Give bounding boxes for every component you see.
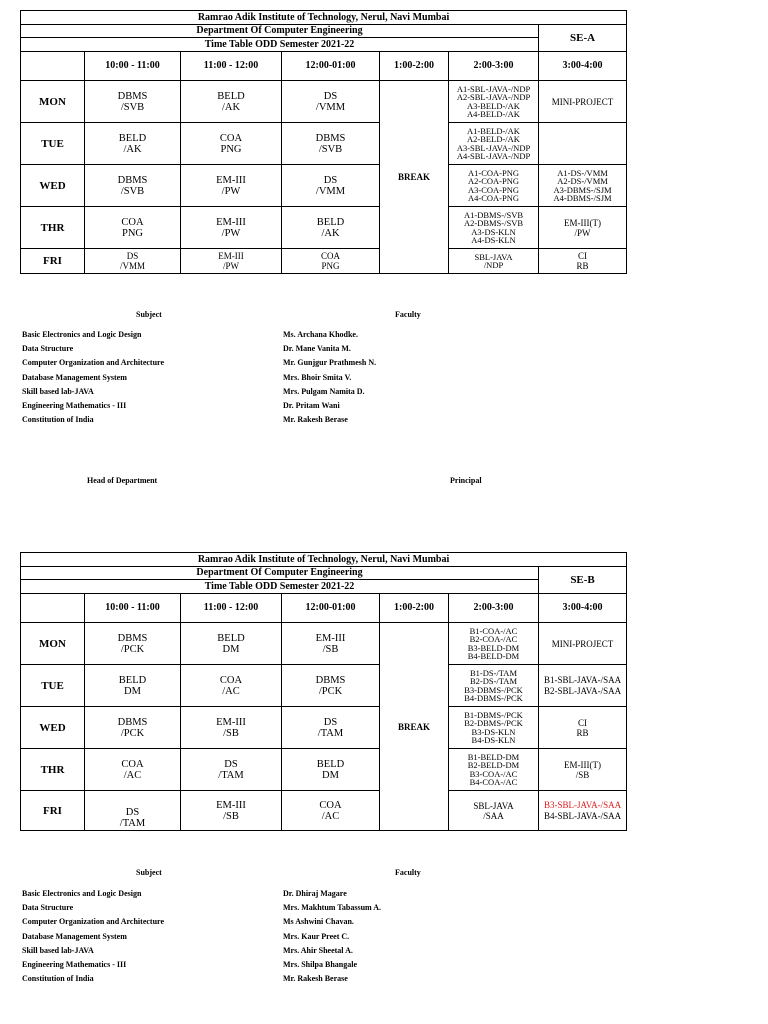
list-item: Dr. Dhiraj Magare: [283, 889, 347, 898]
department-name: Department Of Computer Engineering: [21, 25, 539, 38]
department-name: Department Of Computer Engineering: [21, 567, 539, 580]
lecture-cell: EM-III /SB: [181, 707, 282, 749]
list-item: Mr. Rakesh Berase: [283, 415, 348, 425]
list-item: Database Management System: [22, 372, 127, 382]
lecture-cell: DBMS /SVB: [85, 81, 181, 123]
lecture-cell: CI RB: [539, 707, 627, 749]
lab-cell: A1-SBL-JAVA-/NDP A2-SBL-JAVA-/NDP A3-BELD-/AK A4-BELD-/AK: [449, 81, 539, 123]
lecture-cell: BELD DM: [85, 665, 181, 707]
time-slot: 3:00-4:00: [539, 52, 627, 81]
lecture-cell: DS /VMM: [282, 165, 380, 207]
lecture-cell: COA /AC: [85, 749, 181, 791]
day-label: WED: [21, 707, 85, 749]
faculty-list: [283, 887, 381, 986]
lecture-cell: COA PNG: [282, 249, 380, 274]
time-slot: 1:00-2:00: [380, 594, 449, 623]
lecture-cell: MINI-PROJECT: [539, 81, 627, 123]
time-slot: 2:00-3:00: [449, 594, 539, 623]
list-item: Engineering Mathematics - III: [22, 960, 127, 970]
lecture-cell: DS /TAM: [181, 749, 282, 791]
list-item: Data Structure: [22, 344, 74, 354]
table-row: [21, 707, 627, 749]
lab-cell: B3-SBL-JAVA-/SAA B4-SBL-JAVA-/SAA: [539, 791, 627, 831]
institute-name: Ramrao Adik Institute of Technology, Nerul, Navi Mumbai: [21, 11, 627, 25]
lecture-cell: DS /VMM: [85, 249, 181, 274]
table-row: [21, 249, 627, 274]
list-item: Mr. Gunjgur Prathmesh N.: [283, 358, 377, 368]
list-item: Mrs. Ahir Sheetal A.: [283, 945, 353, 955]
day-label: MON: [21, 623, 85, 665]
faculty-list: [283, 328, 376, 427]
lecture-cell: DS /TAM: [85, 791, 181, 831]
lecture-cell: DBMS /PCK: [85, 623, 181, 665]
list-item: Dr. Pritam Wani: [283, 401, 340, 411]
section-label: SE-B: [539, 567, 627, 594]
lab-cell: B1-COA-/AC B2-COA-/AC B3-BELD-DM B4-BELD-DM: [449, 623, 539, 665]
lecture-cell: BELD /AK: [282, 207, 380, 249]
hod-signature-label: Head of Department: [87, 476, 158, 485]
lecture-cell: MINI-PROJECT: [539, 623, 627, 665]
list-item: Skill based lab-JAVA: [22, 386, 94, 396]
day-label: THR: [21, 749, 85, 791]
time-slot: 12:00-01:00: [282, 594, 380, 623]
lecture-cell: BELD /AK: [181, 81, 282, 123]
list-item: Basic Electronics and Logic Design: [22, 889, 142, 898]
timetable-grid: [20, 10, 627, 274]
time-slot: 12:00-01:00: [282, 52, 380, 81]
lecture-cell: EM-III /PW: [181, 165, 282, 207]
list-item: Ms Ashwini Chavan.: [283, 917, 354, 927]
lecture-cell: BELD DM: [181, 623, 282, 665]
list-item: Mrs. Pulgam Namita D.: [283, 386, 365, 396]
lecture-cell: DBMS /SVB: [85, 165, 181, 207]
faculty-heading: Faculty: [395, 310, 421, 319]
list-item: Engineering Mathematics - III: [22, 401, 127, 411]
day-label: MON: [21, 81, 85, 123]
subject-heading: Subject: [136, 310, 162, 319]
table-row: [21, 207, 627, 249]
lab-cell: B1-BELD-DM B2-BELD-DM B3-COA-/AC B4-COA-/AC: [449, 749, 539, 791]
day-label: FRI: [21, 791, 85, 831]
lecture-cell: EM-III(T) /PW: [539, 207, 627, 249]
lecture-cell: EM-III /PW: [181, 207, 282, 249]
list-item: Mrs. Makhtum Tabassum A.: [283, 903, 382, 913]
day-label: THR: [21, 207, 85, 249]
subject-heading: Subject: [136, 868, 162, 877]
lab-cell: A1-BELD-/AK A2-BELD-/AK A3-SBL-JAVA-/NDP A4-SBL-JAVA-/NDP: [449, 123, 539, 165]
lab-cell: SBL-JAVA /NDP: [449, 249, 539, 274]
lecture-cell: DS /TAM: [282, 707, 380, 749]
lab-cell: A1-DBMS-/SVB A2-DBMS-/SVB A3-DS-KLN A4-DS-KLN: [449, 207, 539, 249]
time-slot: 10:00 - 11:00: [85, 594, 181, 623]
faculty-heading: Faculty: [395, 868, 421, 877]
table-row: [21, 791, 627, 831]
semester-label: Time Table ODD Semester 2021-22: [21, 580, 539, 594]
day-label: TUE: [21, 665, 85, 707]
subject-list: [22, 887, 164, 986]
lecture-cell: COA PNG: [181, 123, 282, 165]
lecture-cell: COA /AC: [181, 665, 282, 707]
lecture-cell: COA /AC: [282, 791, 380, 831]
lecture-cell: EM-III /PW: [181, 249, 282, 274]
table-row: [21, 123, 627, 165]
table-row: [21, 81, 627, 123]
list-item: Database Management System: [22, 931, 127, 941]
subject-list: [22, 328, 164, 427]
lecture-cell: DS /VMM: [282, 81, 380, 123]
table-row: [21, 165, 627, 207]
list-item: Data Structure: [22, 903, 74, 913]
lab-cell: B1-DS-/TAM B2-DS-/TAM B3-DBMS-/PCK B4-DBMS-/PCK: [449, 665, 539, 707]
time-slot: 11:00 - 12:00: [181, 594, 282, 623]
list-item: Ms. Archana Khodke.: [283, 330, 358, 339]
day-label: FRI: [21, 249, 85, 274]
lecture-cell: CI RB: [539, 249, 627, 274]
lecture-cell: EM-III /SB: [282, 623, 380, 665]
section-label: SE-A: [539, 25, 627, 52]
lab-cell: SBL-JAVA /SAA: [449, 791, 539, 831]
time-slot: 2:00-3:00: [449, 52, 539, 81]
timetable-grid: [20, 552, 627, 831]
list-item: Constitution of India: [22, 415, 94, 425]
lab-cell: B1-DBMS-/PCK B2-DBMS-/PCK B3-DS-KLN B4-DS-KLN: [449, 707, 539, 749]
lab-cell: A1-DS-/VMM A2-DS-/VMM A3-DBMS-/SJM A4-DBMS-/SJM: [539, 165, 627, 207]
time-slot: 3:00-4:00: [539, 594, 627, 623]
principal-signature-label: Principal: [450, 476, 482, 485]
corner-cell: [21, 594, 85, 623]
institute-name: Ramrao Adik Institute of Technology, Nerul, Navi Mumbai: [21, 553, 627, 567]
corner-cell: [21, 52, 85, 81]
table-row: [21, 665, 627, 707]
list-item: Constitution of India: [22, 974, 94, 984]
lecture-cell: EM-III /SB: [181, 791, 282, 831]
lecture-cell: DBMS /SVB: [282, 123, 380, 165]
list-item: Mr. Rakesh Berase: [283, 974, 348, 984]
list-item: Mrs. Bhoir Smita V.: [283, 372, 352, 382]
time-slot: 11:00 - 12:00: [181, 52, 282, 81]
list-item: Dr. Mane Vanita M.: [283, 344, 351, 354]
lecture-cell: COA PNG: [85, 207, 181, 249]
lab-cell: A1-COA-PNG A2-COA-PNG A3-COA-PNG A4-COA-PNG: [449, 165, 539, 207]
break-cell: BREAK: [380, 81, 449, 274]
table-row: [21, 623, 627, 665]
list-item: Computer Organization and Architecture: [22, 917, 164, 927]
break-cell: BREAK: [380, 623, 449, 831]
lecture-cell: DBMS /PCK: [85, 707, 181, 749]
list-item: Skill based lab-JAVA: [22, 945, 94, 955]
lecture-cell: EM-III(T) /SB: [539, 749, 627, 791]
semester-label: Time Table ODD Semester 2021-22: [21, 38, 539, 52]
list-item: Mrs. Kaur Preet C.: [283, 931, 350, 941]
table-row: [21, 749, 627, 791]
lecture-cell: DBMS /PCK: [282, 665, 380, 707]
empty-cell: [539, 123, 627, 165]
lecture-cell: BELD /AK: [85, 123, 181, 165]
highlighted-entry: B3-SBL-JAVA-/SAA: [543, 799, 622, 810]
lab-cell: B1-SBL-JAVA-/SAA B2-SBL-JAVA-/SAA: [539, 665, 627, 707]
day-label: WED: [21, 165, 85, 207]
time-slot: 10:00 - 11:00: [85, 52, 181, 81]
day-label: TUE: [21, 123, 85, 165]
list-item: Mrs. Shilpa Bhangale: [283, 960, 358, 970]
list-item: Computer Organization and Architecture: [22, 358, 164, 368]
list-item: Basic Electronics and Logic Design: [22, 330, 142, 339]
time-slot: 1:00-2:00: [380, 52, 449, 81]
lecture-cell: BELD DM: [282, 749, 380, 791]
